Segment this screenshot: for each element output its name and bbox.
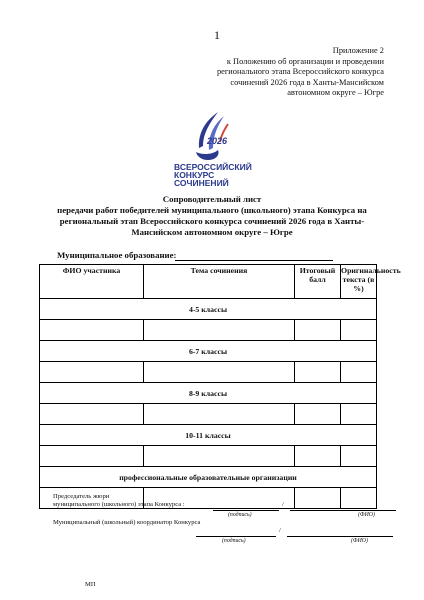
signature-caption: (подпись) (222, 538, 246, 544)
originality-cell[interactable] (341, 362, 377, 383)
header-topic: Тема сочинения (144, 265, 295, 299)
header-score: Итоговый балл (295, 265, 341, 299)
annex-line: Приложение 2 (332, 46, 384, 55)
name-caption: (ФИО) (351, 538, 368, 544)
jury-chair-label-2: муниципального (школьного) этапа Конкурса : (53, 501, 185, 508)
score-cell[interactable] (295, 404, 341, 425)
name-cell[interactable] (40, 446, 144, 467)
signature-caption: (подпись) (228, 512, 252, 518)
municipality-field[interactable] (175, 260, 333, 261)
table-row (40, 446, 377, 467)
slash-separator: / (282, 501, 284, 508)
name-cell[interactable] (40, 404, 144, 425)
topic-cell[interactable] (144, 362, 295, 383)
title-line: региональный этап Всероссийского конкурса сочинений 2026 года в Ханты- (59, 215, 365, 226)
jury-chair-label-1: Председатель жюри (53, 493, 110, 500)
annex-note (164, 46, 384, 99)
table-row (40, 404, 377, 425)
annex-line: сочинений 2026 года в Ханты-Мансийском (230, 77, 384, 87)
group-row (40, 299, 377, 320)
group-row (40, 425, 377, 446)
name-cell[interactable] (40, 320, 144, 341)
jury-chair-signature-field[interactable] (213, 510, 279, 511)
coordinator-name-field[interactable] (287, 536, 393, 537)
coordinator-signature-field[interactable] (196, 536, 276, 537)
group-label: 4-5 классы (40, 299, 377, 320)
logo-year: 2026 (207, 136, 228, 146)
originality-cell[interactable] (341, 320, 377, 341)
originality-cell[interactable] (341, 488, 377, 509)
stamp-place: МП (85, 581, 96, 588)
logo-line: ВСЕРОССИЙСКИЙ (174, 162, 252, 172)
coordinator-label: Муниципальный (школьный) координатор Конкурса (53, 519, 201, 526)
originality-cell[interactable] (341, 404, 377, 425)
logo-line: КОНКУРС (174, 170, 215, 180)
topic-cell[interactable] (144, 320, 295, 341)
municipality-label: Муниципальное образование: (57, 250, 177, 260)
page-number: 1 (214, 28, 220, 42)
originality-cell[interactable] (341, 446, 377, 467)
table-row (40, 362, 377, 383)
group-label: профессиональные образовательные организации (40, 467, 377, 488)
topic-cell[interactable] (144, 404, 295, 425)
score-cell[interactable] (295, 488, 341, 509)
group-label: 8-9 классы (40, 383, 377, 404)
table-header-row (40, 265, 377, 299)
annex-line: к Положению об организации и проведении (226, 56, 384, 66)
document-title (40, 194, 384, 238)
score-cell[interactable] (295, 362, 341, 383)
name-caption: (ФИО) (358, 512, 375, 518)
score-cell[interactable] (295, 320, 341, 341)
group-row (40, 467, 377, 488)
logo-line: СОЧИНЕНИЙ (174, 178, 229, 188)
header-originality: Оригинальность текста (в %) (341, 265, 377, 299)
annex-line: регионального этапа Всероссийского конкурса (216, 67, 384, 76)
title-line: передачи работ победителей муниципального (школьного) этапа Конкурса на (57, 204, 367, 215)
group-label: 10-11 классы (40, 425, 377, 446)
name-cell[interactable] (40, 362, 144, 383)
topic-cell[interactable] (144, 446, 295, 467)
group-row (40, 341, 377, 362)
participants-table (39, 264, 401, 509)
score-cell[interactable] (295, 446, 341, 467)
contest-logo (168, 108, 258, 188)
annex-line: автономном округе – Югре (287, 88, 384, 97)
slash-separator: / (279, 527, 281, 534)
title-line: Сопроводительный лист (162, 194, 262, 204)
jury-chair-name-field[interactable] (290, 510, 396, 511)
title-line: Мансийском автономном округе – Югре (131, 226, 293, 237)
group-label: 6-7 классы (40, 341, 377, 362)
table-row (40, 320, 377, 341)
group-row (40, 383, 377, 404)
header-name: ФИО участника (40, 265, 144, 299)
